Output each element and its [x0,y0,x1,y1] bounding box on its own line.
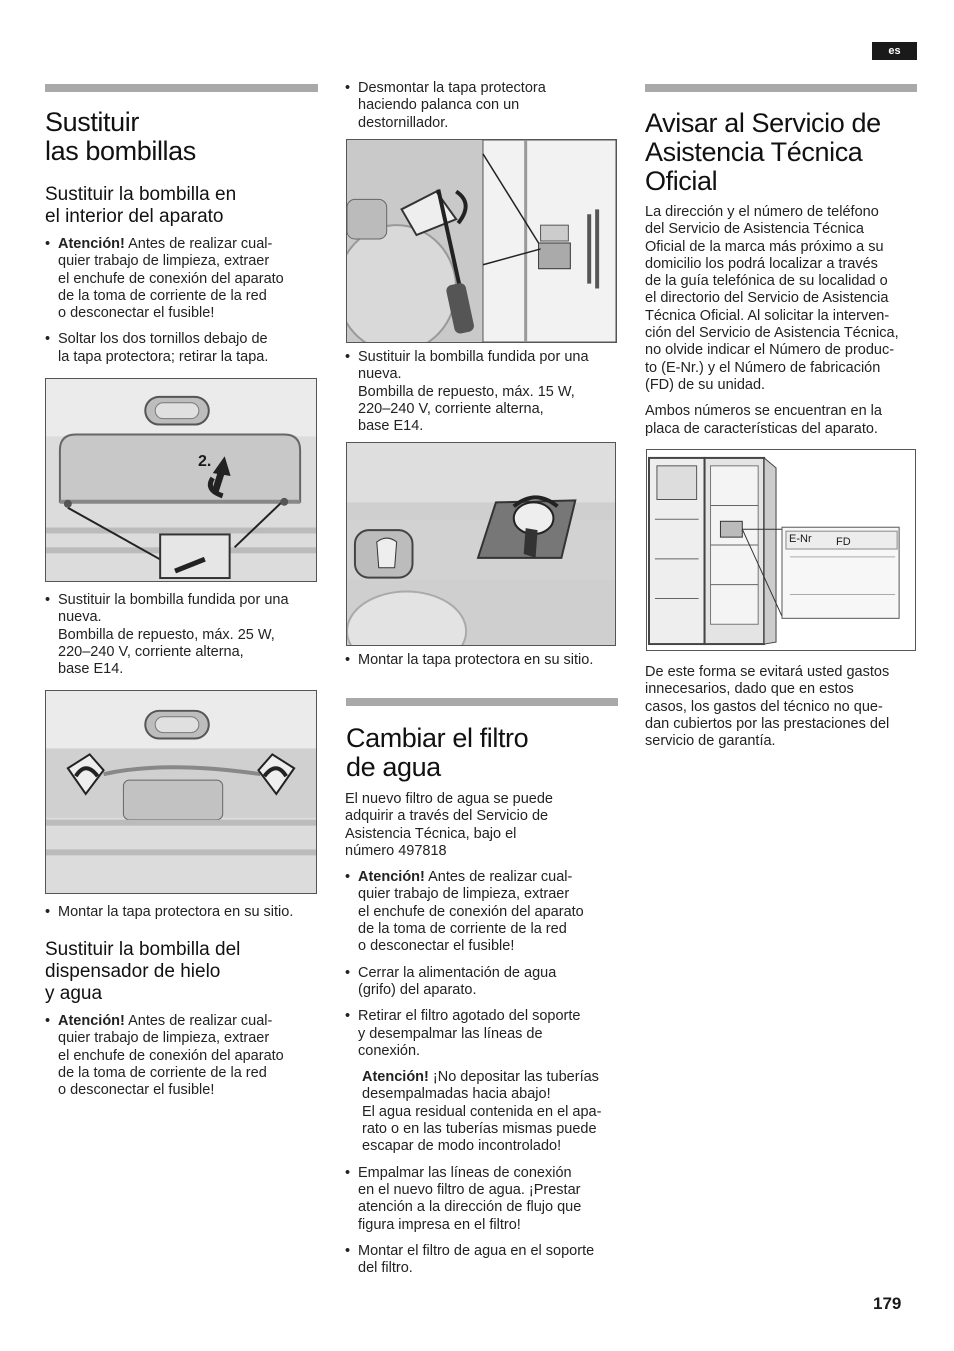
section-title-water-filter: Cambiar el filtro de agua [346,723,529,782]
list-item: • Retirar el filtro agotado del soporte y desempalmar las líneas de conexión. [345,1008,623,1060]
section-title-technical-service: Avisar al Servicio de Asistencia Técnica Oficial [645,108,881,196]
list-item: • Atención! Antes de realizar cual- quier trabajo de limpieza, extraer el enchufe de conexión del aparato de la toma de corriente de la red o desconectar el fusible! [45,1013,320,1099]
figure-refit-cover [45,690,317,894]
list-item: • Montar la tapa protectora en su sitio. [45,904,320,921]
figure-step-label: 2. [198,453,212,470]
section-rule [45,84,318,92]
language-badge: es [872,42,917,60]
list-item: • Sustituir la bombilla fundida por una nueva. Bombilla de repuesto, máx. 25 W, 220–240 V, corriente alterna, base E14. [45,592,320,678]
list-item: • Sustituir la bombilla fundida por una nueva. Bombilla de repuesto, máx. 15 W, 220–240 V, corriente alterna, base E14. [345,349,620,435]
interior-bulb-steps-1 [45,236,320,375]
list-item: • Atención! Antes de realizar cual- quier trabajo de limpieza, extraer el enchufe de conexión del aparato de la toma de corriente de la red o desconectar el fusible! [345,869,623,955]
list-item: • Desmontar la tapa protectora haciendo palanca con un destornillador. [345,80,620,132]
service-paragraph: Ambos números se encuentran en la placa de características del aparato. [645,403,882,437]
list-item: • Montar el filtro de agua en el soporte del filtro. [345,1243,623,1278]
warning-note: Atención! ¡No depositar las tuberías desempalmadas hacia abajo! El agua residual contenida en el apa- rato o en las tuberías mismas puede escapar de modo incontrolado! [362,1069,602,1155]
list-item: • Atención! Antes de realizar cual- quier trabajo de limpieza, extraer el enchufe de conexión del aparato de la toma de corriente de la red o desconectar el fusible! [45,236,320,322]
dispenser-steps-1 [345,80,620,141]
service-footer-text [645,664,925,759]
service-text [645,204,925,447]
dispenser-steps-3 [345,652,620,678]
list-item: • Empalmar las líneas de conexión en el nuevo filtro de agua. ¡Prestar atención a la dirección de flujo que figura impresa en el filtro! [345,1165,623,1234]
section-rule [645,84,917,92]
interior-bulb-steps-2 [45,592,320,687]
figure-replace-dispenser-bulb [346,442,616,646]
enr-label: E-Nr [789,533,812,545]
service-paragraph: De este forma se evitará usted gastos innecesarios, dado que en estos casos, los gastos del técnico no que- dan cubiertos por las prestaciones del servicio de garantía. [645,664,890,750]
section-rule [346,698,618,706]
dispenser-bulb-steps [45,1013,320,1108]
page-number: 179 [873,1294,902,1313]
dispenser-steps-2 [345,349,620,444]
list-item: • Soltar los dos tornillos debajo de la tapa protectora; retirar la tapa. [45,331,320,366]
water-filter-intro: El nuevo filtro de agua se puede adquirir a través del Servicio de Asistencia Técnica, bajo el número 497818 [345,791,553,859]
figure-pry-cover-screwdriver [346,139,617,343]
figure-remove-cover-screws [45,378,317,582]
list-item: • Cerrar la alimentación de agua (grifo) del aparato. [345,965,623,1000]
interior-bulb-steps-3 [45,904,320,930]
service-paragraph: La dirección y el número de teléfono del Servicio de Asistencia Técnica Oficial de la marca más próximo a su domicilio los podrá localizar a través de la guía telefónica de su localidad o el directorio del Servicio de Asistencia Técnica Oficial. Al solicitar la interven- ción del Servicio de Asistencia Técnica, no olvide indicar el Número de produc- to (E-Nr.) y el Número de fabricación (FD) de su unidad. [645,204,899,393]
figure-rating-plate [646,449,916,651]
subtitle-interior-bulb: Sustituir la bombilla en el interior del aparato [45,184,237,227]
water-filter-content [345,791,623,1286]
list-item: • Montar la tapa protectora en su sitio. [345,652,620,669]
section-title-replace-bulbs: Sustituir las bombillas [45,107,196,166]
fd-label: FD [836,536,851,548]
subtitle-dispenser-bulb: Sustituir la bombilla del dispensador de hielo y agua [45,939,241,1004]
